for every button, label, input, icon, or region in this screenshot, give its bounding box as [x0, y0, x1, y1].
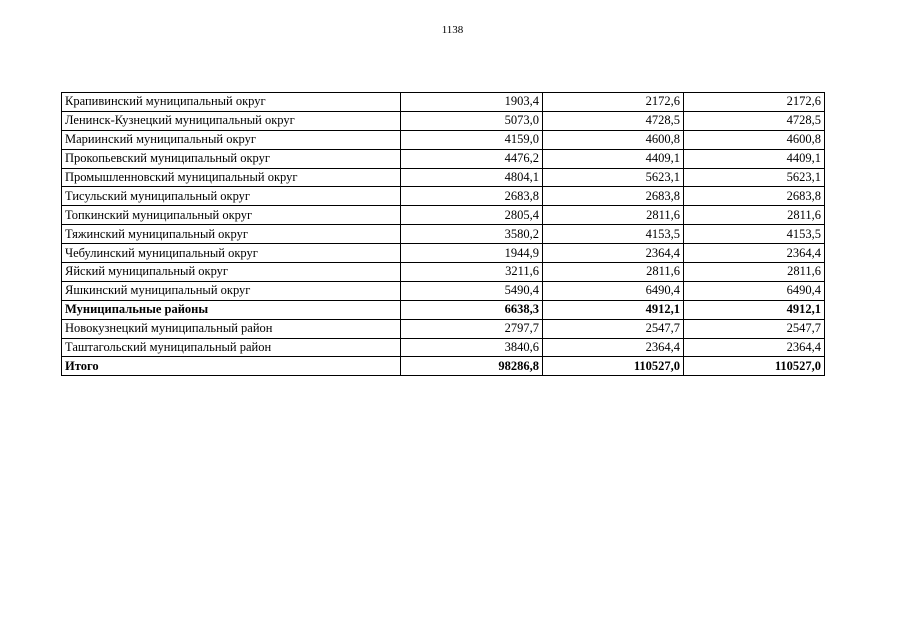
row-value-2: 4912,1: [543, 300, 684, 319]
row-value-3: 4912,1: [684, 300, 825, 319]
table-row: [62, 225, 825, 244]
row-name: Ленинск-Кузнецкий муниципальный округ: [62, 111, 401, 130]
row-name: Мариинский муниципальный округ: [62, 130, 401, 149]
row-value-2: 4600,8: [543, 130, 684, 149]
row-value-2: 110527,0: [543, 357, 684, 376]
row-name: Тисульский муниципальный округ: [62, 187, 401, 206]
row-value-3: 4728,5: [684, 111, 825, 130]
table-row: [62, 319, 825, 338]
row-value-1: 1944,9: [401, 244, 543, 263]
row-name: Топкинский муниципальный округ: [62, 206, 401, 225]
table-row: [62, 338, 825, 357]
row-value-1: 2797,7: [401, 319, 543, 338]
row-value-2: 4153,5: [543, 225, 684, 244]
row-value-2: 2547,7: [543, 319, 684, 338]
row-value-1: 98286,8: [401, 357, 543, 376]
row-value-3: 2364,4: [684, 338, 825, 357]
table-body: [62, 93, 825, 376]
row-value-1: 1903,4: [401, 93, 543, 112]
table-row: [62, 281, 825, 300]
total-row: [62, 357, 825, 376]
row-value-2: 2683,8: [543, 187, 684, 206]
row-value-2: 4728,5: [543, 111, 684, 130]
row-value-2: 2364,4: [543, 338, 684, 357]
row-value-3: 2811,6: [684, 206, 825, 225]
row-name: Тяжинский муниципальный округ: [62, 225, 401, 244]
row-value-1: 4476,2: [401, 149, 543, 168]
row-name: Чебулинский муниципальный округ: [62, 244, 401, 263]
table-row: [62, 149, 825, 168]
subtotal-row: [62, 300, 825, 319]
row-value-2: 4409,1: [543, 149, 684, 168]
row-name: Итого: [62, 357, 401, 376]
row-value-1: 4804,1: [401, 168, 543, 187]
row-value-1: 3840,6: [401, 338, 543, 357]
row-value-2: 6490,4: [543, 281, 684, 300]
row-name: Крапивинский муниципальный округ: [62, 93, 401, 112]
row-value-3: 5623,1: [684, 168, 825, 187]
row-value-1: 3580,2: [401, 225, 543, 244]
row-value-2: 2811,6: [543, 263, 684, 282]
row-value-3: 110527,0: [684, 357, 825, 376]
row-value-3: 4409,1: [684, 149, 825, 168]
row-value-1: 3211,6: [401, 263, 543, 282]
row-name: Новокузнецкий муниципальный район: [62, 319, 401, 338]
table-row: [62, 206, 825, 225]
table-row: [62, 187, 825, 206]
row-value-1: 6638,3: [401, 300, 543, 319]
row-name: Таштагольский муниципальный район: [62, 338, 401, 357]
row-value-3: 2364,4: [684, 244, 825, 263]
row-value-1: 2683,8: [401, 187, 543, 206]
table-row: [62, 93, 825, 112]
row-value-1: 4159,0: [401, 130, 543, 149]
row-name: Промышленновский муниципальный округ: [62, 168, 401, 187]
row-value-2: 2364,4: [543, 244, 684, 263]
row-value-2: 5623,1: [543, 168, 684, 187]
row-name: Муниципальные районы: [62, 300, 401, 319]
data-table: [61, 92, 825, 376]
row-name: Яшкинский муниципальный округ: [62, 281, 401, 300]
row-value-3: 6490,4: [684, 281, 825, 300]
row-value-1: 5073,0: [401, 111, 543, 130]
table-row: [62, 263, 825, 282]
row-value-2: 2811,6: [543, 206, 684, 225]
page-number: 1138: [441, 24, 464, 36]
row-name: Яйский муниципальный округ: [62, 263, 401, 282]
table-row: [62, 130, 825, 149]
row-value-3: 4153,5: [684, 225, 825, 244]
table-row: [62, 244, 825, 263]
row-value-3: 2683,8: [684, 187, 825, 206]
row-value-1: 5490,4: [401, 281, 543, 300]
row-value-1: 2805,4: [401, 206, 543, 225]
row-value-3: 2811,6: [684, 263, 825, 282]
table-row: [62, 168, 825, 187]
row-value-3: 2547,7: [684, 319, 825, 338]
row-value-3: 2172,6: [684, 93, 825, 112]
row-name: Прокопьевский муниципальный округ: [62, 149, 401, 168]
table-row: [62, 111, 825, 130]
row-value-3: 4600,8: [684, 130, 825, 149]
row-value-2: 2172,6: [543, 93, 684, 112]
